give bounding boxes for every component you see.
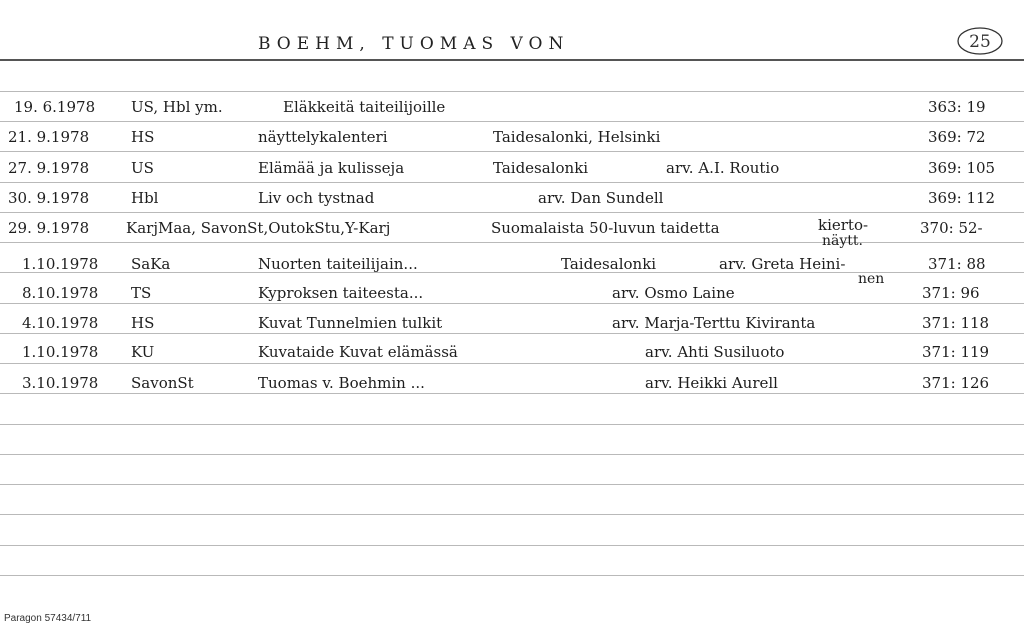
card-title: BOEHM, TUOMAS VON xyxy=(258,34,570,54)
entry-ref: 369: 72 xyxy=(928,128,986,146)
entry-ref: 369: 105 xyxy=(928,159,996,177)
entry-title: Elämää ja kulisseja xyxy=(258,159,405,177)
rule-line xyxy=(0,182,1024,183)
entry-source: Hbl xyxy=(131,189,159,207)
entry-note: näytt. xyxy=(822,233,863,249)
entry-reviewer: arv. Ahti Susiluoto xyxy=(645,343,785,361)
stamp-number: 25 xyxy=(969,32,991,52)
rule-line xyxy=(0,333,1024,334)
rule-line xyxy=(0,575,1024,576)
entry-date: 3.10.1978 xyxy=(22,374,99,392)
stamp-number-circle xyxy=(955,25,1005,57)
entry-date: 19. 6.1978 xyxy=(14,98,96,116)
rule-line xyxy=(0,91,1024,92)
entry-source: KarjMaa, SavonSt,OutokStu,Y-Karj xyxy=(126,219,391,237)
entry-date: 29. 9.1978 xyxy=(8,219,90,237)
header-rule xyxy=(0,59,1024,61)
rule-line xyxy=(0,303,1024,304)
rule-line xyxy=(0,454,1024,455)
entry-ref: 371: 88 xyxy=(928,255,986,273)
entry-reviewer: arv. Greta Heini- xyxy=(719,255,846,273)
entry-date: 8.10.1978 xyxy=(22,284,99,302)
entry-source: SaKa xyxy=(131,255,171,273)
entry-venue: Taidesalonki xyxy=(493,159,589,177)
entry-source: SavonSt xyxy=(131,374,194,392)
card-footer-print: Paragon 57434/711 xyxy=(4,613,92,624)
circle-stamp-icon xyxy=(955,25,1005,57)
entry-ref: 369: 112 xyxy=(928,189,996,207)
entry-title: Eläkkeitä taiteilijoille xyxy=(283,98,446,116)
entry-date: 27. 9.1978 xyxy=(8,159,90,177)
entry-venue: Taidesalonki, Helsinki xyxy=(493,128,661,146)
entry-venue: Taidesalonki xyxy=(561,255,657,273)
entry-reviewer: arv. A.I. Routio xyxy=(666,159,780,177)
rule-line xyxy=(0,212,1024,213)
entry-source: HS xyxy=(131,128,155,146)
rule-line xyxy=(0,121,1024,122)
entry-title: Liv och tystnad xyxy=(258,189,375,207)
entry-title: Nuorten taiteilijain... xyxy=(258,255,418,273)
entry-source: KU xyxy=(131,343,155,361)
entry-source: US xyxy=(131,159,154,177)
entry-reviewer: arv. Marja-Terttu Kiviranta xyxy=(612,314,816,332)
entry-date: 1.10.1978 xyxy=(22,343,99,361)
entry-date: 1.10.1978 xyxy=(22,255,99,273)
entry-ref: 363: 19 xyxy=(928,98,986,116)
entry-date: 30. 9.1978 xyxy=(8,189,90,207)
rule-line xyxy=(0,545,1024,546)
rule-line xyxy=(0,514,1024,515)
rule-line xyxy=(0,484,1024,485)
entry-title: Kuvat Tunnelmien tulkit xyxy=(258,314,443,332)
entry-ref: 371: 119 xyxy=(922,343,990,361)
entry-reviewer: arv. Osmo Laine xyxy=(612,284,735,302)
entry-title: näyttelykalenteri xyxy=(258,128,388,146)
entry-ref: 370: 52- xyxy=(920,219,983,237)
rule-line xyxy=(0,151,1024,152)
entry-reviewer: arv. Heikki Aurell xyxy=(645,374,778,392)
entry-reviewer: arv. Dan Sundell xyxy=(538,189,664,207)
entry-ref: 371: 126 xyxy=(922,374,990,392)
entry-date: 4.10.1978 xyxy=(22,314,99,332)
entry-extra: kierto- xyxy=(818,216,869,234)
entry-exhibition: Suomalaista 50-luvun taidetta xyxy=(491,219,720,237)
entry-ref: 371: 96 xyxy=(922,284,980,302)
entry-source: US, Hbl ym. xyxy=(131,98,223,116)
rule-line xyxy=(0,363,1024,364)
entry-note: nen xyxy=(858,271,885,287)
entry-ref: 371: 118 xyxy=(922,314,990,332)
rule-line xyxy=(0,393,1024,394)
entry-date: 21. 9.1978 xyxy=(8,128,90,146)
entry-title: Kyproksen taiteesta... xyxy=(258,284,424,302)
entry-title: Tuomas v. Boehmin ... xyxy=(258,374,425,392)
entry-source: TS xyxy=(131,284,152,302)
rule-line xyxy=(0,242,1024,243)
entry-title: Kuvataide Kuvat elämässä xyxy=(258,343,458,361)
entry-source: HS xyxy=(131,314,155,332)
rule-line xyxy=(0,424,1024,425)
